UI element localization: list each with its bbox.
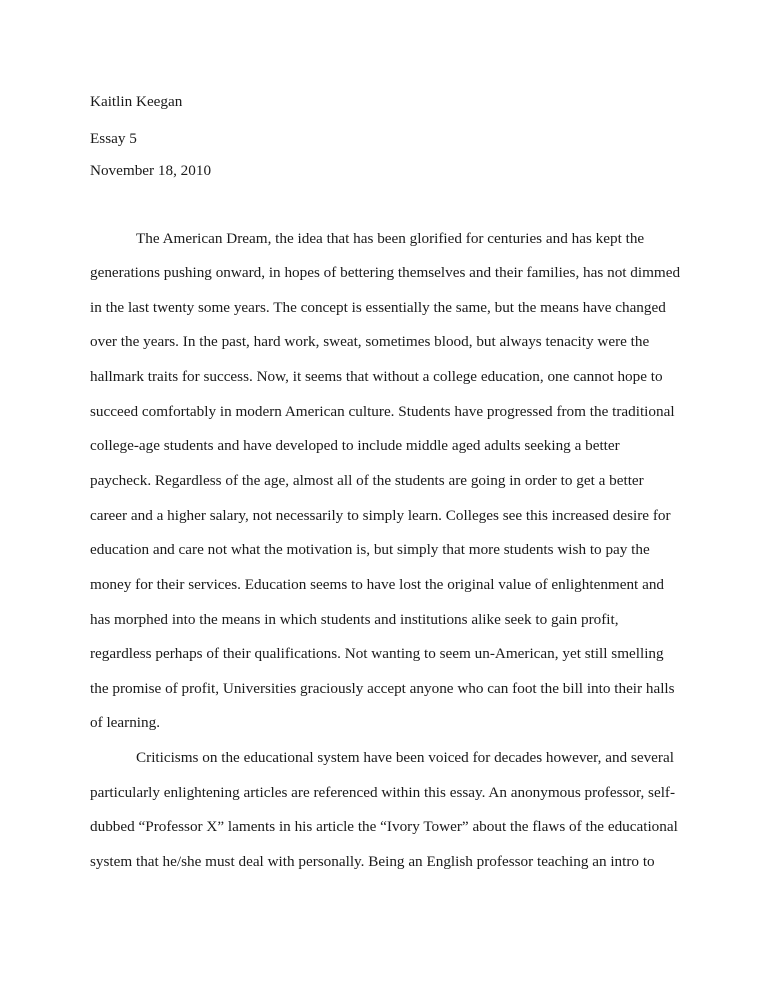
- paragraph-line: has morphed into the means in which students and institutions alike seek to gain profit,: [90, 611, 619, 628]
- paragraph-line: over the years. In the past, hard work, sweat, sometimes blood, but always tenacity were the: [90, 333, 650, 350]
- assignment-title: Essay 5: [90, 130, 137, 147]
- paragraph-line: hallmark traits for success. Now, it seems that without a college education, one cannot hope to: [90, 368, 663, 385]
- paragraph-line: succeed comfortably in modern American culture. Students have progressed from the traditional: [90, 403, 675, 420]
- paragraph-line: Criticisms on the educational system have been voiced for decades however, and several: [136, 749, 674, 766]
- paragraph-line: career and a higher salary, not necessarily to simply learn. Colleges see this increased desire for: [90, 507, 671, 524]
- paragraph-line: generations pushing onward, in hopes of bettering themselves and their families, has not dimmed: [90, 264, 681, 281]
- paragraph-line: education and care not what the motivation is, but simply that more students wish to pay the: [90, 541, 650, 558]
- paragraph-line: system that he/she must deal with personally. Being an English professor teaching an intro to: [90, 853, 655, 870]
- paragraph-line: money for their services. Education seems to have lost the original value of enlightenment and: [90, 576, 665, 593]
- paragraph-line: The American Dream, the idea that has been glorified for centuries and has kept the: [136, 230, 645, 247]
- paragraph-line: regardless perhaps of their qualifications. Not wanting to seem un-American, yet still smelling: [90, 645, 664, 662]
- paragraph-line: particularly enlightening articles are referenced within this essay. An anonymous professor, self-: [90, 784, 676, 801]
- paragraph-line: paycheck. Regardless of the age, almost all of the students are going in order to get a better: [90, 472, 644, 489]
- paragraph-line: of learning.: [90, 714, 161, 731]
- author-name: Kaitlin Keegan: [90, 93, 183, 110]
- paragraph-line: college-age students and have developed to include middle aged adults seeking a better: [90, 437, 620, 454]
- essay-date: November 18, 2010: [90, 162, 212, 179]
- paragraph-line: the promise of profit, Universities graciously accept anyone who can foot the bill into their halls: [90, 680, 675, 697]
- paragraph-line: dubbed “Professor X” laments in his article the “Ivory Tower” about the flaws of the educational: [90, 818, 678, 835]
- paragraph-line: in the last twenty some years. The concept is essentially the same, but the means have changed: [90, 299, 666, 316]
